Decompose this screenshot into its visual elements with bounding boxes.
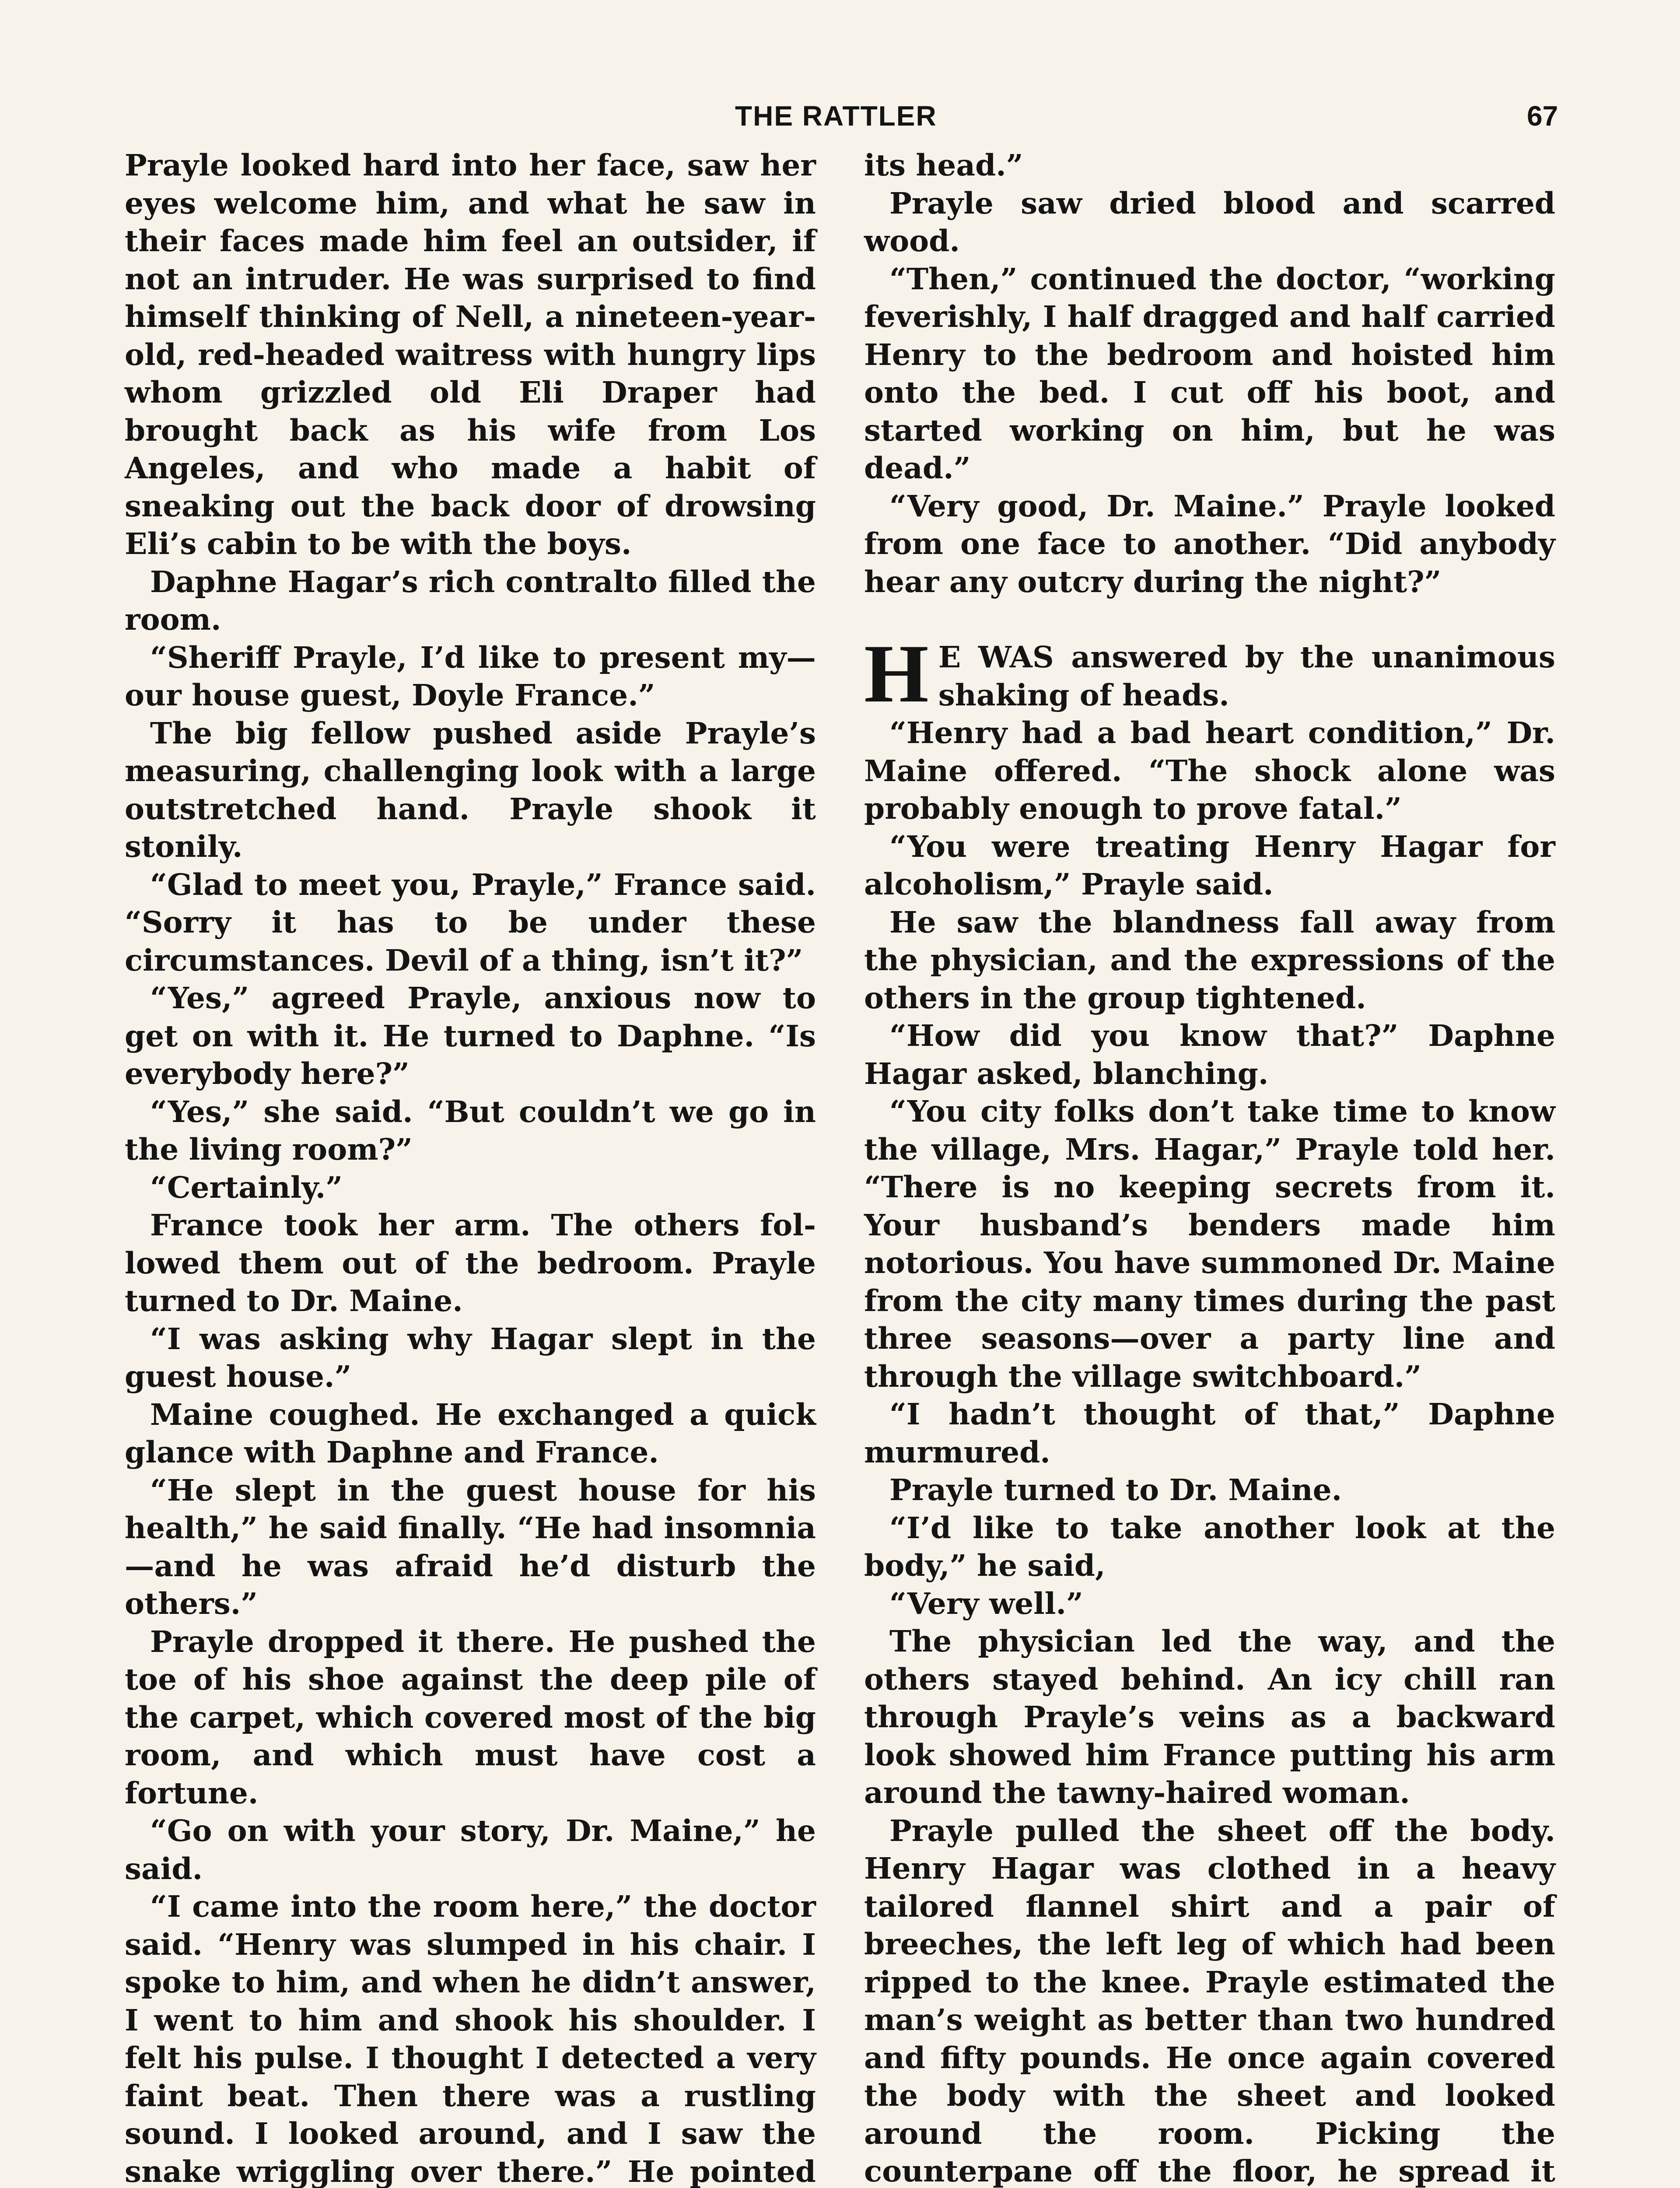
paragraph-text: “Go on with your story, Dr. Maine,” he said.: [125, 1813, 816, 1886]
paragraph-text: Prayle saw dried blood and scarred wood.: [864, 186, 1555, 258]
page-number: 67: [1527, 100, 1558, 132]
paragraph: [864, 1812, 1555, 2188]
paragraph-text: Prayle dropped it there. He pushed the toe of his shoe against the deep pile of the carpet, which covered most of the big room, and which must have cost a fortune.: [125, 1624, 816, 1810]
paragraph: [864, 260, 1555, 487]
paragraph: [125, 1396, 816, 1472]
running-header: THE RATTLER: [735, 100, 937, 132]
paragraph-text: “Sheriff Prayle, I’d like to present my—our house guest, Doyle France.”: [125, 640, 816, 712]
paragraph: [125, 563, 816, 639]
paragraph: [864, 147, 1555, 185]
paragraph-text: “How did you know that?” Daphne Hagar asked, blanching.: [864, 1018, 1555, 1091]
paragraph-text: “He slept in the guest house for his health,” he said finally. “He had insomnia—and he was afraid he’d disturb the others.”: [125, 1473, 816, 1621]
paragraph-text: Daphne Hagar’s rich contralto filled the room.: [125, 564, 816, 637]
paragraph-text: “Yes,” she said. “But couldn’t we go in the living room?”: [125, 1094, 816, 1167]
paragraph-text: “I hadn’t thought of that,” Daphne murmured.: [864, 1397, 1555, 1469]
paragraph-text: “You were treating Henry Hagar for alcoholism,” Prayle said.: [864, 829, 1555, 901]
paragraph-text: “You city folks don’t take time to know the village, Mrs. Hagar,” Prayle told her. “There is no keeping secrets from it. Your husband’s benders made him notorious. You have summoned Dr. Maine from the city many times during the past three seasons—over a party line and through the village switchboard.”: [864, 1094, 1555, 1394]
paragraph-text: “Glad to meet you, Prayle,” France said. “Sorry it has to be under these circumstances. Devil of a thing, isn’t it?”: [125, 867, 816, 978]
paragraph: [864, 1471, 1555, 1509]
paragraph: [864, 1093, 1555, 1396]
paragraph: [125, 639, 816, 715]
paragraph-text: “Yes,” agreed Prayle, anxious now to get on with it. He turned to Daphne. “Is everybody here?”: [125, 981, 816, 1091]
paragraph-text: Maine coughed. He exchanged a quick glance with Daphne and France.: [125, 1397, 816, 1469]
paragraph-text: “Very good, Dr. Maine.” Prayle looked from one face to another. “Did anybody hear any outcry during the night?”: [864, 488, 1555, 599]
paragraph: [125, 1623, 816, 1813]
paragraph: [864, 904, 1555, 1017]
paragraph: [864, 1585, 1555, 1623]
paragraph: [125, 1472, 816, 1623]
paragraph: [864, 714, 1555, 828]
paragraph: [125, 1320, 816, 1396]
paragraph-text: Prayle pulled the sheet off the body. Henry Hagar was clothed in a heavy tailored flannel shirt and a pair of breeches, the left leg of which had been ripped to the knee. Prayle estimated the man’s weight as better than two hundred and fifty pounds. He once again covered the body with the sheet and looked around the room. Picking the counterpane off the floor, he spread it: [864, 1813, 1555, 2188]
paragraph: [125, 866, 816, 980]
paragraph-text: The physician led the way, and the others stayed behind. An icy chill ran through Prayle’s veins as a backward look showed him France putting his arm around the tawny-haired woman.: [864, 1624, 1555, 1810]
paragraph: [125, 1206, 816, 1320]
paragraph-text: The big fellow pushed aside Prayle’s measuring, challenging look with a large outstretched hand. Prayle shook it stonily.: [125, 715, 816, 864]
paragraph: [864, 1017, 1555, 1093]
paragraph-text: E WAS answered by the unanimous shaking of heads.: [938, 640, 1555, 712]
paragraph: [125, 147, 816, 563]
paragraph: [125, 715, 816, 866]
paragraph-text: “Henry had a bad heart condition,” Dr. Maine offered. “The shock alone was probably enough to prove fatal.”: [864, 715, 1555, 826]
paragraph-text: “I came into the room here,” the doctor said. “Henry was slumped in his chair. I spoke to him, and when he didn’t answer, I went to him and shook his shoulder. I felt his pulse. I thought I detected a very faint beat. Then there was a rustling sound. I looked around, and I saw the snake wriggling over there.” He pointed: [125, 1889, 816, 2188]
paragraph-text: Prayle looked hard into her face, saw her eyes welcome him, and what he saw in their faces made him feel an outsider, if not an intruder. He was surprised to find himself thinking of Nell, a nineteen-year-old, red-headed waitress with hungry lips whom grizzled old Eli Draper had brought back as his wife from Los Angeles, and who made a habit of sneaking out the back door of drowsing Eli’s cabin to be with the boys.: [125, 148, 816, 561]
right-column: [864, 147, 1555, 2188]
paragraph: [125, 1888, 816, 2188]
paragraph-text: “I’d like to take another look at the body,” he said,: [864, 1510, 1555, 1583]
paragraph: [125, 1169, 816, 1207]
paragraph-text: “Very well.”: [889, 1586, 1083, 1621]
paragraph: [864, 1396, 1555, 1471]
paragraph: [125, 1812, 816, 1888]
paragraph: [864, 487, 1555, 601]
paragraph-text: He saw the blandness fall away from the physician, and the expressions of the others in the group tightened.: [864, 905, 1555, 1015]
paragraph-text: “Then,” continued the doctor, “working feverishly, I half dragged and half carried Henry to the bedroom and hoisted him onto the bed. I cut off his boot, and started working on him, but he was dead.”: [864, 261, 1555, 485]
paragraph-text: “Certainly.”: [150, 1170, 343, 1205]
paragraph: [125, 979, 816, 1093]
paragraph-text: its head.”: [864, 148, 1023, 182]
drop-cap: H: [864, 628, 929, 720]
paragraph: [864, 185, 1555, 260]
paragraph: [125, 1093, 816, 1169]
paragraph-text: Prayle turned to Dr. Maine.: [889, 1473, 1342, 1507]
paragraph: [864, 828, 1555, 904]
paragraph: [864, 1509, 1555, 1585]
left-column: [125, 147, 816, 2188]
paragraph: [864, 628, 1555, 720]
paragraph-text: “I was asking why Hagar slept in the guest house.”: [125, 1321, 816, 1394]
paragraph-text: France took her arm. The others followed them out of the bedroom. Prayle turned to Dr. Maine.: [125, 1208, 816, 1318]
paragraph: [864, 1623, 1555, 1812]
